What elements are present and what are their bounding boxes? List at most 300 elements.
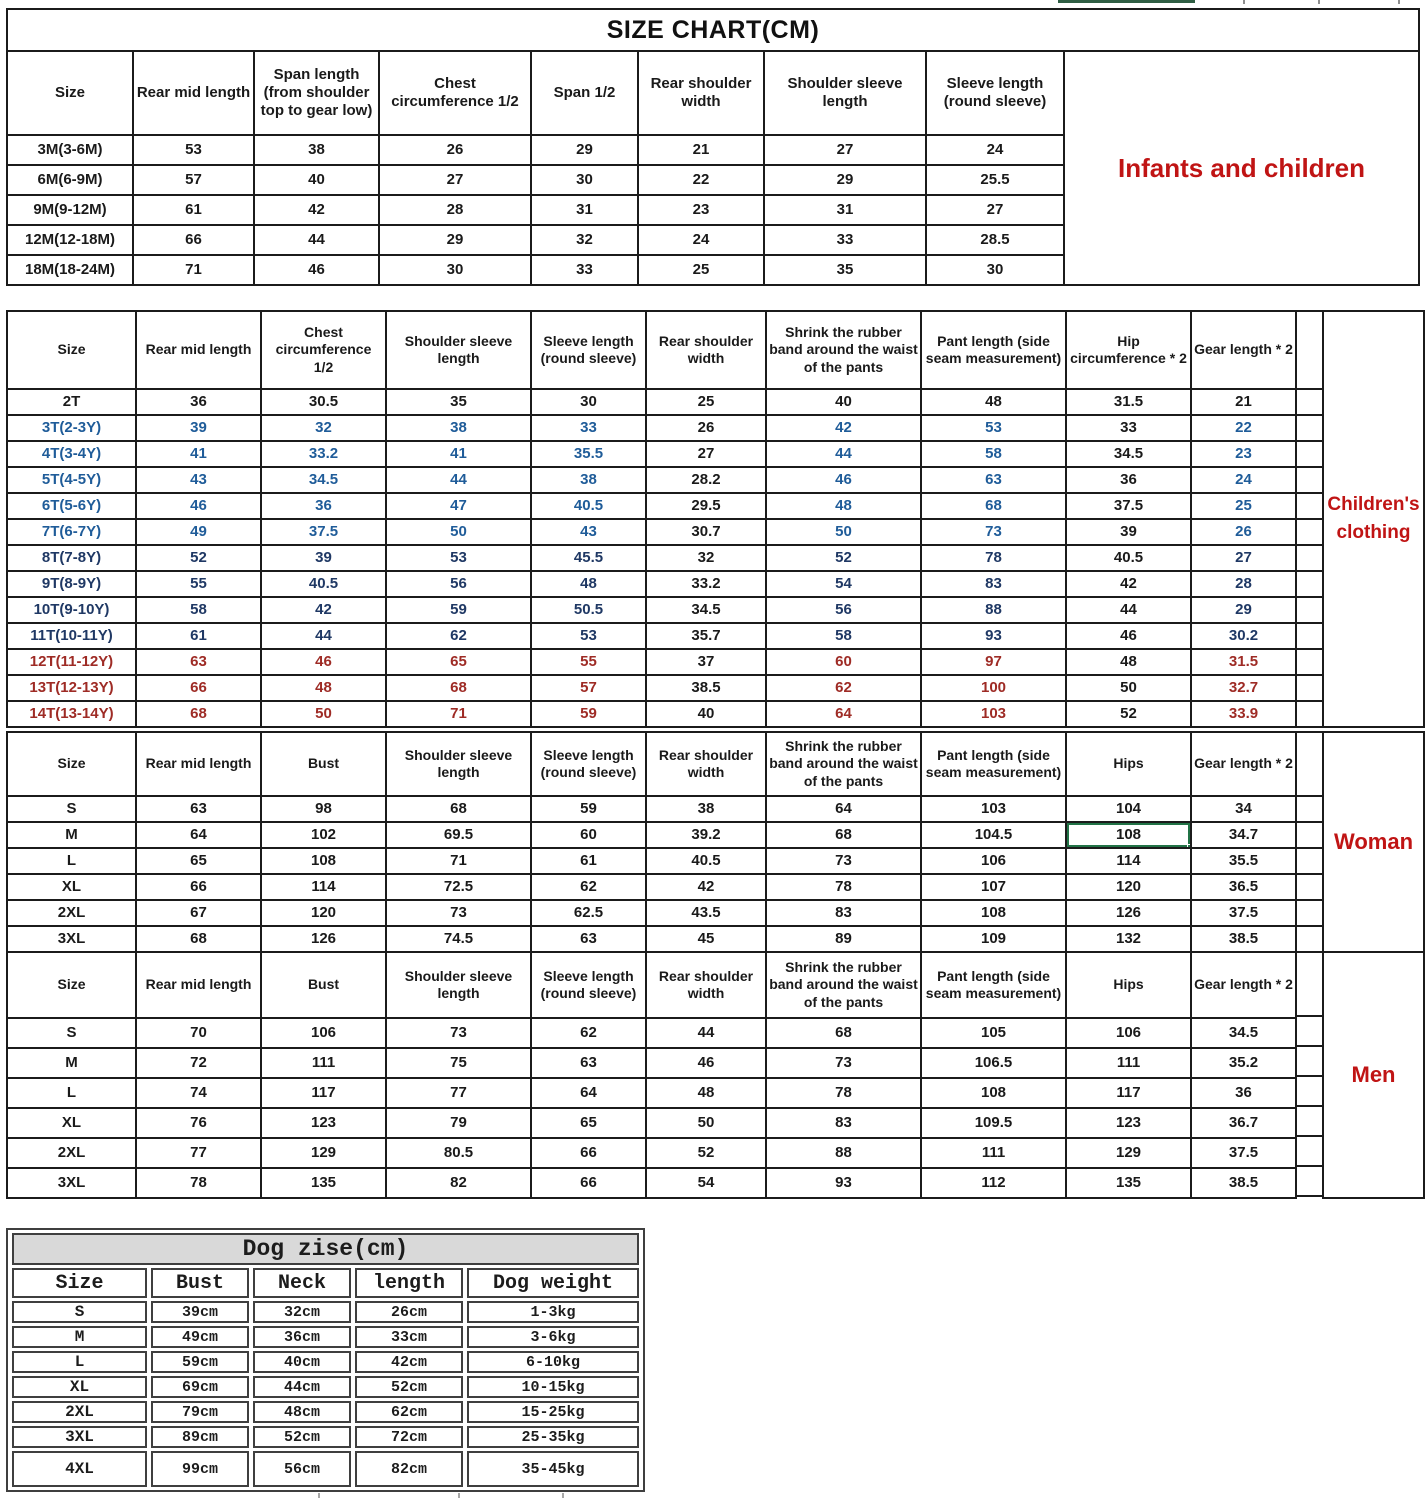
men-value-cell: 123 <box>261 1108 386 1138</box>
men-value-cell: 50 <box>646 1108 766 1138</box>
dog-header-cell: Size <box>12 1268 147 1298</box>
infant-value-cell: 23 <box>638 195 764 225</box>
infant-header-cell: Rear mid length <box>133 51 254 135</box>
children-value-cell: 33.2 <box>261 441 386 467</box>
children-value-cell: 63 <box>921 467 1066 493</box>
woman-header-cell: Size <box>7 732 136 796</box>
woman-value-cell: 126 <box>261 926 386 952</box>
dog-row <box>12 1301 639 1323</box>
children-value-cell: 35 <box>386 389 531 415</box>
children-row <box>7 701 1296 727</box>
children-value-cell: 93 <box>921 623 1066 649</box>
woman-header-cell: Sleeve length (round sleeve) <box>531 732 646 796</box>
adults-section <box>6 731 1425 1199</box>
children-value-cell: 26 <box>646 415 766 441</box>
grid-strip-cell <box>1297 598 1322 624</box>
men-header-cell: Rear shoulder width <box>646 952 766 1018</box>
woman-value-cell: 106 <box>921 848 1066 874</box>
infant-value-cell: 25 <box>638 255 764 285</box>
children-value-cell: 21 <box>1191 389 1296 415</box>
men-header-cell: Gear length * 2 <box>1191 952 1296 1018</box>
children-value-cell: 50.5 <box>531 597 646 623</box>
children-value-cell: 34.5 <box>1066 441 1191 467</box>
infant-value-cell: 26 <box>379 135 531 165</box>
children-header-cell: Shrink the rubber band around the waist of the pants <box>766 311 921 389</box>
column-tick <box>318 1493 320 1498</box>
woman-size-cell: M <box>7 822 136 848</box>
column-tick <box>458 1493 460 1498</box>
children-value-cell: 68 <box>386 675 531 701</box>
children-value-cell: 41 <box>136 441 261 467</box>
dog-value-cell: 42cm <box>355 1351 463 1373</box>
men-value-cell: 123 <box>1066 1108 1191 1138</box>
children-row <box>7 441 1296 467</box>
children-value-cell: 32 <box>646 545 766 571</box>
infant-size-cell: 6M(6-9M) <box>7 165 133 195</box>
men-value-cell: 117 <box>261 1078 386 1108</box>
children-value-cell: 48 <box>1066 649 1191 675</box>
infant-value-cell: 31 <box>531 195 638 225</box>
men-value-cell: 68 <box>766 1018 921 1048</box>
men-value-cell: 112 <box>921 1168 1066 1198</box>
children-value-cell: 46 <box>1066 623 1191 649</box>
infant-value-cell: 38 <box>254 135 379 165</box>
children-value-cell: 28 <box>1191 571 1296 597</box>
grid-strip-cell <box>1297 650 1322 676</box>
dog-header-cell: Bust <box>151 1268 249 1298</box>
children-value-cell: 58 <box>921 441 1066 467</box>
children-value-cell: 26 <box>1191 519 1296 545</box>
woman-value-cell: 40.5 <box>646 848 766 874</box>
woman-value-cell: 103 <box>921 796 1066 822</box>
men-size-cell: S <box>7 1018 136 1048</box>
infant-header-cell: Span 1/2 <box>531 51 638 135</box>
column-tick <box>562 1493 564 1498</box>
grid-strip-cell <box>1297 624 1322 650</box>
infants-side-label: Infants and children <box>1063 50 1420 286</box>
column-tick <box>1398 0 1400 4</box>
men-row <box>7 1138 1296 1168</box>
dog-value-cell: 39cm <box>151 1301 249 1323</box>
children-value-cell: 28.2 <box>646 467 766 493</box>
spreadsheet-selection-edge <box>1058 0 1195 3</box>
men-header-cell: Pant length (side seam measurement) <box>921 952 1066 1018</box>
children-row <box>7 675 1296 701</box>
page-title: SIZE CHART(CM) <box>6 8 1420 52</box>
infant-value-cell: 28 <box>379 195 531 225</box>
men-value-cell: 66 <box>531 1168 646 1198</box>
infants-section <box>6 8 1420 286</box>
men-size-cell: XL <box>7 1108 136 1138</box>
children-value-cell: 49 <box>136 519 261 545</box>
grid-strip-cell <box>1297 927 1322 953</box>
infant-row <box>7 255 1064 285</box>
children-value-cell: 103 <box>921 701 1066 727</box>
dog-value-cell: 52cm <box>253 1426 351 1448</box>
grid-strip-cell <box>1297 572 1322 598</box>
men-value-cell: 63 <box>531 1048 646 1078</box>
children-side-label: Children's clothing <box>1322 310 1425 728</box>
children-value-cell: 38.5 <box>646 675 766 701</box>
infant-value-cell: 66 <box>133 225 254 255</box>
woman-value-cell: 74.5 <box>386 926 531 952</box>
dog-value-cell: 49cm <box>151 1326 249 1348</box>
woman-row <box>7 848 1296 874</box>
woman-value-cell: 45 <box>646 926 766 952</box>
children-value-cell: 44 <box>386 467 531 493</box>
infant-value-cell: 61 <box>133 195 254 225</box>
grid-strip-cell <box>1297 520 1322 546</box>
woman-row <box>7 874 1296 900</box>
men-row <box>7 1018 1296 1048</box>
woman-value-cell: 120 <box>1066 874 1191 900</box>
men-value-cell: 70 <box>136 1018 261 1048</box>
children-value-cell: 39 <box>261 545 386 571</box>
children-value-cell: 46 <box>261 649 386 675</box>
men-row <box>7 1078 1296 1108</box>
infant-table-slot <box>6 50 1065 286</box>
children-section <box>6 310 1425 728</box>
children-value-cell: 68 <box>921 493 1066 519</box>
men-value-cell: 73 <box>766 1048 921 1078</box>
men-value-cell: 106 <box>261 1018 386 1048</box>
men-header-cell: Shoulder sleeve length <box>386 952 531 1018</box>
men-value-cell: 135 <box>1066 1168 1191 1198</box>
children-table <box>6 310 1297 728</box>
children-size-cell: 13T(12-13Y) <box>7 675 136 701</box>
grid-strip-cell <box>1297 823 1322 849</box>
children-row <box>7 623 1296 649</box>
men-size-cell: M <box>7 1048 136 1078</box>
children-size-cell: 11T(10-11Y) <box>7 623 136 649</box>
woman-header-cell: Shrink the rubber band around the waist of the pants <box>766 732 921 796</box>
children-row <box>7 389 1296 415</box>
dog-header-cell: Neck <box>253 1268 351 1298</box>
children-value-cell: 71 <box>386 701 531 727</box>
children-header-cell: Pant length (side seam measurement) <box>921 311 1066 389</box>
men-header-cell: Shrink the rubber band around the waist of the pants <box>766 952 921 1018</box>
men-row <box>7 1168 1296 1198</box>
infant-header-cell: Rear shoulder width <box>638 51 764 135</box>
woman-header-cell: Rear shoulder width <box>646 732 766 796</box>
infant-size-cell: 18M(18-24M) <box>7 255 133 285</box>
woman-row <box>7 900 1296 926</box>
dog-value-cell: 26cm <box>355 1301 463 1323</box>
men-size-cell: 3XL <box>7 1168 136 1198</box>
men-table <box>6 951 1297 1199</box>
infant-header-cell: Size <box>7 51 133 135</box>
children-value-cell: 43 <box>531 519 646 545</box>
infant-header-cell: Span length (from shoulder top to gear low) <box>254 51 379 135</box>
children-value-cell: 88 <box>921 597 1066 623</box>
woman-value-cell: 104.5 <box>921 822 1066 848</box>
infant-value-cell: 22 <box>638 165 764 195</box>
children-value-cell: 38 <box>386 415 531 441</box>
children-value-cell: 46 <box>136 493 261 519</box>
dog-row <box>12 1376 639 1398</box>
woman-header-cell: Hips <box>1066 732 1191 796</box>
infant-value-cell: 71 <box>133 255 254 285</box>
dog-row <box>12 1326 639 1348</box>
woman-value-cell: 89 <box>766 926 921 952</box>
woman-value-cell: 98 <box>261 796 386 822</box>
children-value-cell: 37 <box>646 649 766 675</box>
children-value-cell: 34.5 <box>646 597 766 623</box>
infant-value-cell: 31 <box>764 195 926 225</box>
children-table-slot <box>6 310 1297 728</box>
column-tick <box>1318 0 1320 4</box>
men-value-cell: 54 <box>646 1168 766 1198</box>
children-size-cell: 6T(5-6Y) <box>7 493 136 519</box>
children-value-cell: 62 <box>766 675 921 701</box>
children-value-cell: 59 <box>531 701 646 727</box>
woman-row <box>7 796 1296 822</box>
grid-strip-cell <box>1297 390 1322 416</box>
children-value-cell: 39 <box>1066 519 1191 545</box>
children-value-cell: 32.7 <box>1191 675 1296 701</box>
children-value-cell: 60 <box>766 649 921 675</box>
men-value-cell: 105 <box>921 1018 1066 1048</box>
men-value-cell: 46 <box>646 1048 766 1078</box>
dog-table-title: Dog zise(cm) <box>12 1233 639 1265</box>
men-value-cell: 129 <box>1066 1138 1191 1168</box>
children-value-cell: 33.9 <box>1191 701 1296 727</box>
woman-value-cell: 67 <box>136 900 261 926</box>
woman-value-cell: 68 <box>766 822 921 848</box>
children-size-cell: 4T(3-4Y) <box>7 441 136 467</box>
children-value-cell: 50 <box>1066 675 1191 701</box>
infant-header-cell: Shoulder sleeve length <box>764 51 926 135</box>
men-header-cell: Size <box>7 952 136 1018</box>
dog-size-table <box>6 1228 645 1492</box>
dog-row <box>12 1351 639 1373</box>
dog-value-cell: 79cm <box>151 1401 249 1423</box>
grid-strip-cell <box>1297 1107 1322 1137</box>
children-value-cell: 47 <box>386 493 531 519</box>
children-value-cell: 40.5 <box>531 493 646 519</box>
children-header-cell: Hip circumference * 2 <box>1066 311 1191 389</box>
children-value-cell: 41 <box>386 441 531 467</box>
men-value-cell: 83 <box>766 1108 921 1138</box>
infant-value-cell: 30 <box>926 255 1064 285</box>
children-value-cell: 55 <box>136 571 261 597</box>
woman-value-cell: 108 <box>261 848 386 874</box>
dog-value-cell: 89cm <box>151 1426 249 1448</box>
grid-strip-cell <box>1297 1167 1322 1197</box>
men-value-cell: 36.7 <box>1191 1108 1296 1138</box>
grid-strip-cell <box>1297 442 1322 468</box>
woman-value-cell: 61 <box>531 848 646 874</box>
children-value-cell: 62 <box>386 623 531 649</box>
woman-value-cell: 38.5 <box>1191 926 1296 952</box>
children-value-cell: 37.5 <box>261 519 386 545</box>
children-value-cell: 33 <box>1066 415 1191 441</box>
grid-strip-cell <box>1297 416 1322 442</box>
children-value-cell: 27 <box>1191 545 1296 571</box>
men-value-cell: 117 <box>1066 1078 1191 1108</box>
infant-row <box>7 225 1064 255</box>
children-value-cell: 27 <box>646 441 766 467</box>
woman-value-cell: 37.5 <box>1191 900 1296 926</box>
men-value-cell: 64 <box>531 1078 646 1108</box>
woman-value-cell: 39.2 <box>646 822 766 848</box>
children-value-cell: 33 <box>531 415 646 441</box>
children-row <box>7 467 1296 493</box>
infant-row <box>7 195 1064 225</box>
children-value-cell: 58 <box>766 623 921 649</box>
dog-value-cell: 35-45kg <box>467 1451 639 1487</box>
woman-value-cell: 78 <box>766 874 921 900</box>
dog-size-cell: S <box>12 1301 147 1323</box>
children-size-cell: 9T(8-9Y) <box>7 571 136 597</box>
men-header-row <box>7 952 1296 1018</box>
men-value-cell: 76 <box>136 1108 261 1138</box>
men-value-cell: 36 <box>1191 1078 1296 1108</box>
woman-size-cell: S <box>7 796 136 822</box>
woman-value-cell: 73 <box>766 848 921 874</box>
children-value-cell: 53 <box>386 545 531 571</box>
woman-value-cell: 62.5 <box>531 900 646 926</box>
woman-value-cell: 68 <box>386 796 531 822</box>
infant-value-cell: 30 <box>379 255 531 285</box>
woman-value-cell: 65 <box>136 848 261 874</box>
children-value-cell: 50 <box>261 701 386 727</box>
children-value-cell: 50 <box>386 519 531 545</box>
grid-strip-cell <box>1297 875 1322 901</box>
woman-value-cell: 114 <box>1066 848 1191 874</box>
woman-header-cell: Shoulder sleeve length <box>386 732 531 796</box>
woman-value-cell: 83 <box>766 900 921 926</box>
woman-header-cell: Gear length * 2 <box>1191 732 1296 796</box>
men-header-cell: Sleeve length (round sleeve) <box>531 952 646 1018</box>
dog-value-cell: 15-25kg <box>467 1401 639 1423</box>
children-value-cell: 35.7 <box>646 623 766 649</box>
grid-strip-cell <box>1297 702 1322 728</box>
children-value-cell: 36 <box>136 389 261 415</box>
column-tick <box>1243 0 1245 4</box>
grid-strip <box>1297 731 1322 1199</box>
children-value-cell: 24 <box>1191 467 1296 493</box>
men-header-cell: Bust <box>261 952 386 1018</box>
woman-value-cell: 63 <box>136 796 261 822</box>
children-value-cell: 78 <box>921 545 1066 571</box>
woman-value-cell: 68 <box>136 926 261 952</box>
children-value-cell: 48 <box>766 493 921 519</box>
woman-value-cell: 108 <box>921 900 1066 926</box>
children-size-cell: 12T(11-12Y) <box>7 649 136 675</box>
infant-value-cell: 32 <box>531 225 638 255</box>
children-value-cell: 52 <box>136 545 261 571</box>
infant-header-cell: Sleeve length (round sleeve) <box>926 51 1064 135</box>
men-value-cell: 111 <box>1066 1048 1191 1078</box>
children-value-cell: 48 <box>531 571 646 597</box>
infant-size-cell: 3M(3-6M) <box>7 135 133 165</box>
men-value-cell: 37.5 <box>1191 1138 1296 1168</box>
children-value-cell: 59 <box>386 597 531 623</box>
men-value-cell: 52 <box>646 1138 766 1168</box>
woman-value-cell: 36.5 <box>1191 874 1296 900</box>
children-value-cell: 43 <box>136 467 261 493</box>
children-header-cell: Gear length * 2 <box>1191 311 1296 389</box>
woman-value-cell: 109 <box>921 926 1066 952</box>
children-header-cell: Sleeve length (round sleeve) <box>531 311 646 389</box>
dog-value-cell: 99cm <box>151 1451 249 1487</box>
infant-value-cell: 53 <box>133 135 254 165</box>
dog-value-cell: 10-15kg <box>467 1376 639 1398</box>
children-value-cell: 57 <box>531 675 646 701</box>
men-value-cell: 109.5 <box>921 1108 1066 1138</box>
infant-row <box>7 135 1064 165</box>
children-value-cell: 25 <box>1191 493 1296 519</box>
grid-strip-cell <box>1297 1047 1322 1077</box>
men-header-cell: Hips <box>1066 952 1191 1018</box>
men-value-cell: 80.5 <box>386 1138 531 1168</box>
dog-header-cell: length <box>355 1268 463 1298</box>
dog-value-cell: 6-10kg <box>467 1351 639 1373</box>
men-value-cell: 77 <box>136 1138 261 1168</box>
dog-size-cell: 2XL <box>12 1401 147 1423</box>
dog-value-cell: 62cm <box>355 1401 463 1423</box>
dog-section <box>6 1228 645 1492</box>
children-row <box>7 597 1296 623</box>
dog-value-cell: 69cm <box>151 1376 249 1398</box>
men-row <box>7 1108 1296 1138</box>
infant-row <box>7 165 1064 195</box>
children-value-cell: 58 <box>136 597 261 623</box>
men-value-cell: 48 <box>646 1078 766 1108</box>
infant-value-cell: 24 <box>926 135 1064 165</box>
men-value-cell: 79 <box>386 1108 531 1138</box>
men-value-cell: 111 <box>261 1048 386 1078</box>
woman-value-cell: 73 <box>386 900 531 926</box>
children-value-cell: 30.7 <box>646 519 766 545</box>
children-size-cell: 2T <box>7 389 136 415</box>
dog-size-cell: M <box>12 1326 147 1348</box>
dog-value-cell: 52cm <box>355 1376 463 1398</box>
children-value-cell: 64 <box>766 701 921 727</box>
children-value-cell: 73 <box>921 519 1066 545</box>
grid-strip-cell <box>1297 901 1322 927</box>
woman-value-cell: 69.5 <box>386 822 531 848</box>
children-value-cell: 44 <box>1066 597 1191 623</box>
grid-strip-cell <box>1297 1017 1322 1047</box>
men-value-cell: 34.5 <box>1191 1018 1296 1048</box>
woman-header-cell: Bust <box>261 732 386 796</box>
men-value-cell: 66 <box>531 1138 646 1168</box>
woman-value-cell: 35.5 <box>1191 848 1296 874</box>
men-value-cell: 106.5 <box>921 1048 1066 1078</box>
infant-value-cell: 33 <box>764 225 926 255</box>
children-value-cell: 30 <box>531 389 646 415</box>
children-value-cell: 29 <box>1191 597 1296 623</box>
children-value-cell: 48 <box>921 389 1066 415</box>
grid-strip-cell <box>1297 312 1322 390</box>
infant-value-cell: 28.5 <box>926 225 1064 255</box>
infant-size-cell: 12M(12-18M) <box>7 225 133 255</box>
infant-value-cell: 27 <box>926 195 1064 225</box>
woman-value-cell: 38 <box>646 796 766 822</box>
children-value-cell: 61 <box>136 623 261 649</box>
woman-value-cell: 107 <box>921 874 1066 900</box>
children-value-cell: 68 <box>136 701 261 727</box>
woman-value-cell: 104 <box>1066 796 1191 822</box>
infant-value-cell: 40 <box>254 165 379 195</box>
infant-value-cell: 46 <box>254 255 379 285</box>
men-value-cell: 73 <box>386 1018 531 1048</box>
woman-value-cell: 63 <box>531 926 646 952</box>
children-value-cell: 40.5 <box>261 571 386 597</box>
dog-value-cell: 82cm <box>355 1451 463 1487</box>
